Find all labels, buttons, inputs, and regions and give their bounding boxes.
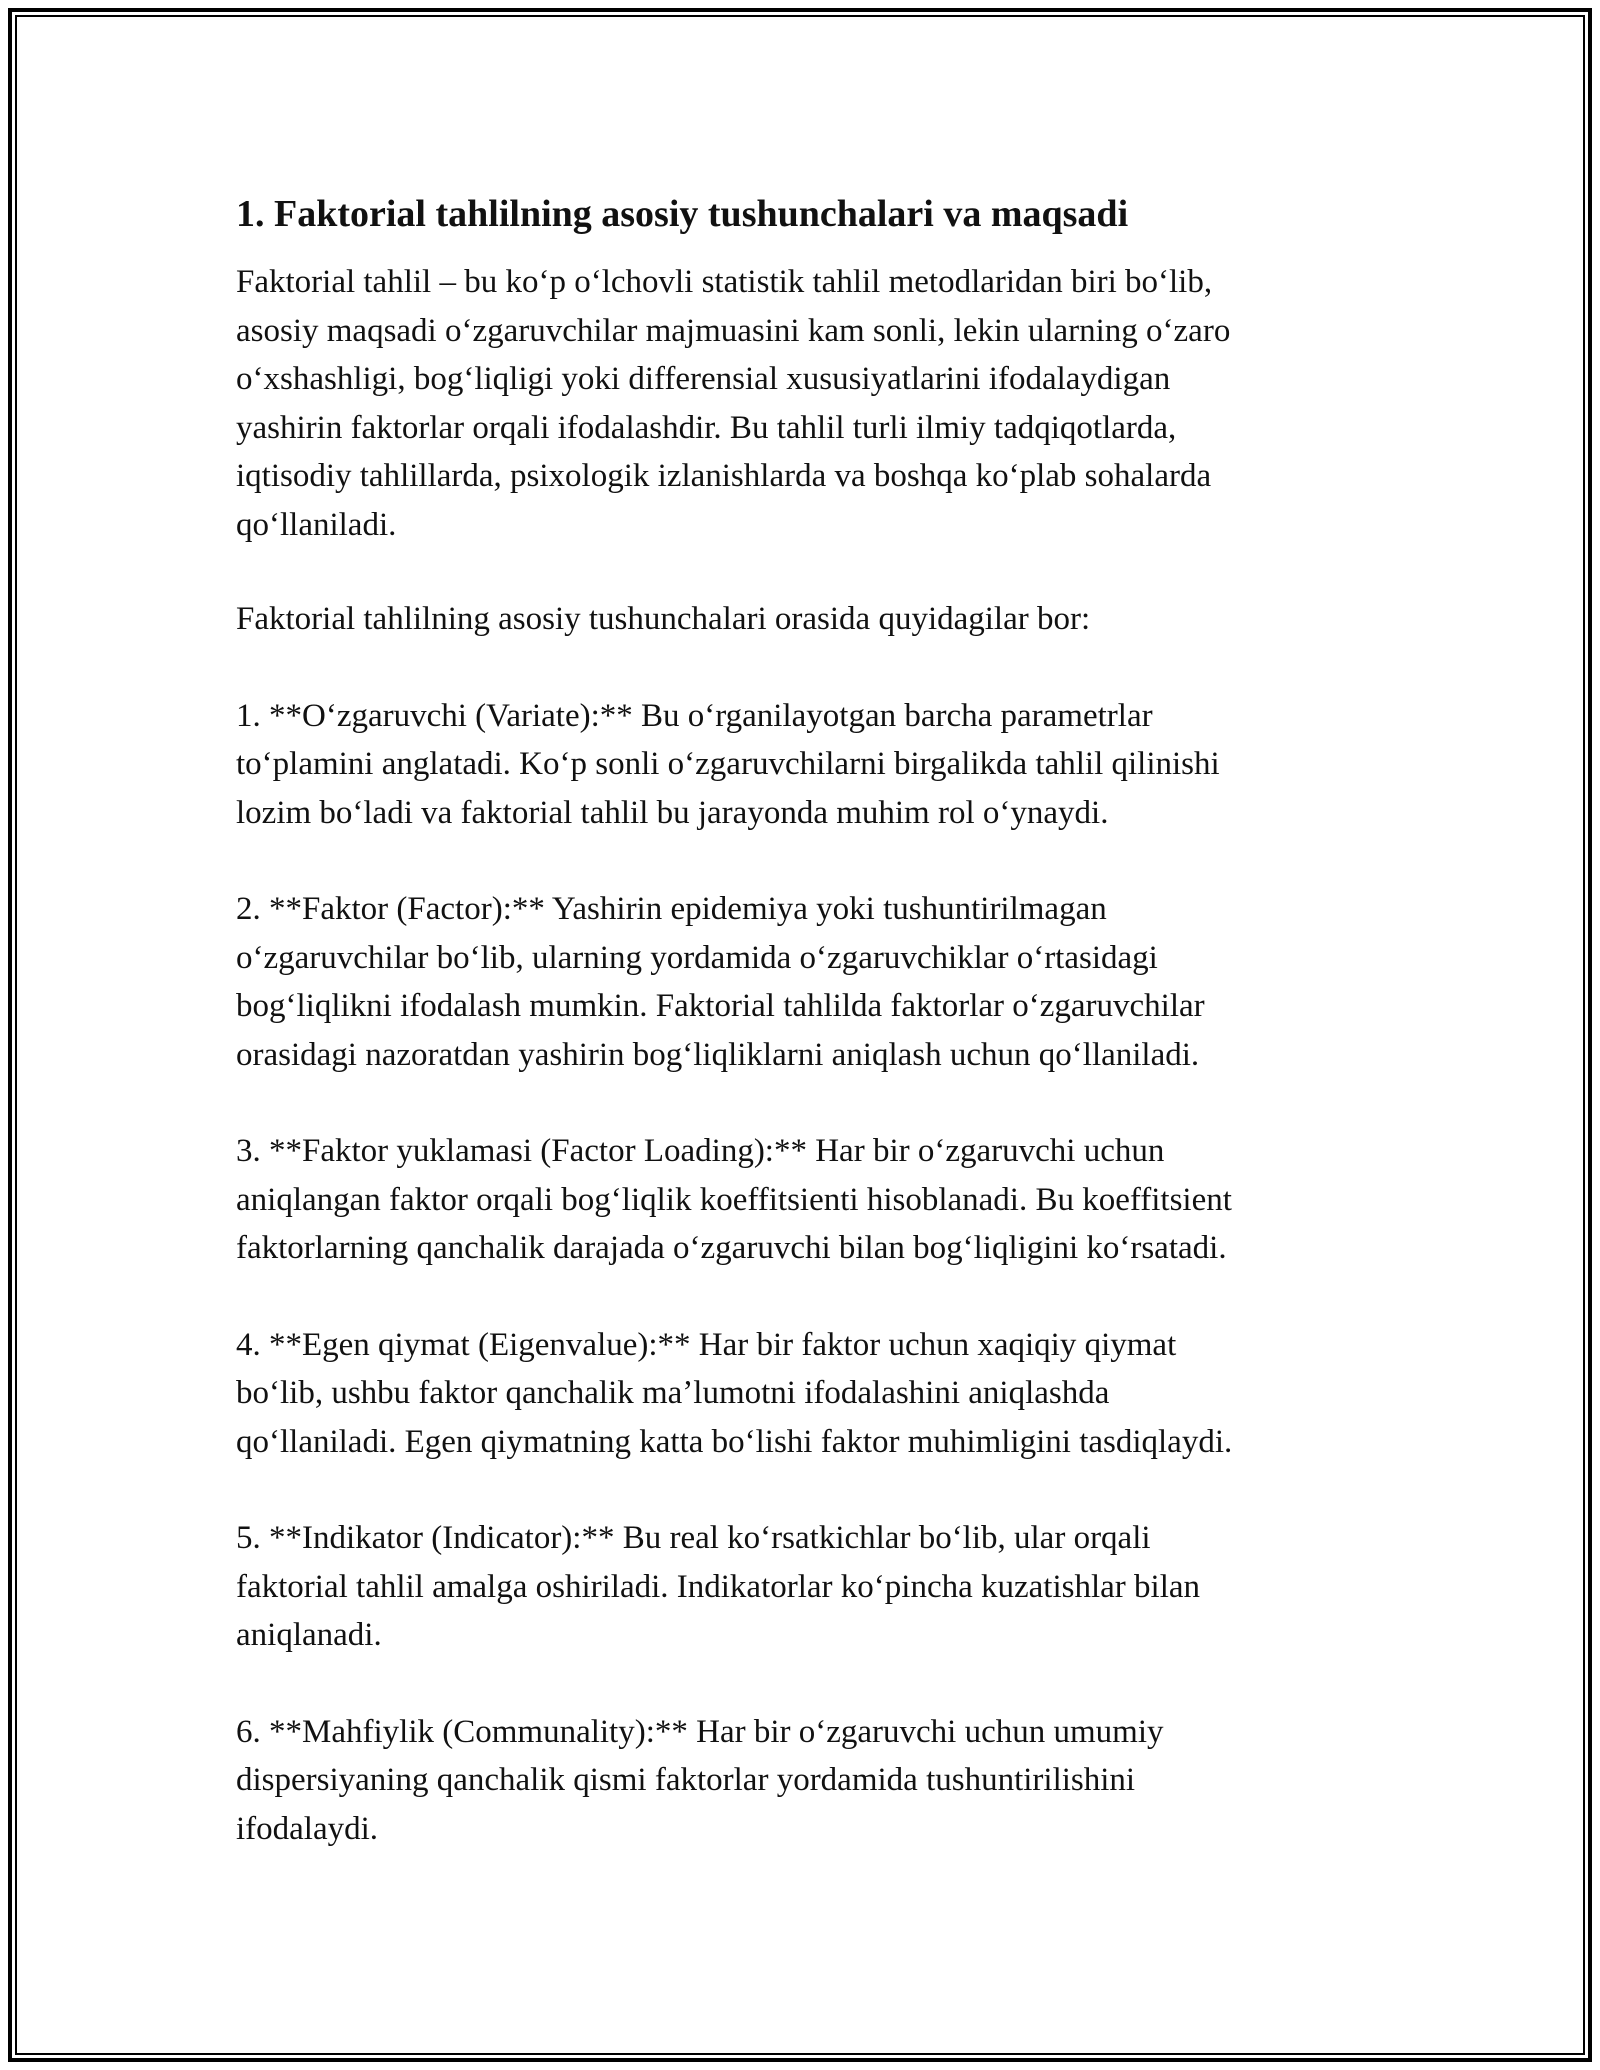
intro-line: yashirin faktorlar orqali ifodalashdir. Bu tahlil turli ilmiy tadqiqotlarda, — [236, 409, 1177, 446]
list-item-line: 3. **Faktor yuklamasi (Factor Loading):** Har bir oʻzgaruvchi uchun — [236, 1133, 1165, 1169]
list-item-line: 1. **Oʻzgaruvchi (Variate):** Bu oʻrganilayotgan barcha parametrlar — [236, 697, 1153, 734]
intro-paragraph — [236, 258, 1366, 549]
list-item-communality — [236, 1708, 1366, 1854]
list-item-line: ifodalaydi. — [236, 1810, 379, 1847]
list-item-line: faktorlarning qanchalik darajada oʻzgaruvchi bilan bogʻliqligini koʻrsatadi. — [236, 1230, 1227, 1266]
document-body — [236, 190, 1366, 1901]
intro-line: Faktorial tahlil – bu koʻp oʻlchovli statistik tahlil metodlaridan biri boʻlib, — [236, 264, 1213, 300]
lead-paragraph — [236, 595, 1366, 644]
list-item-factor — [236, 885, 1366, 1079]
list-item-line: 6. **Mahfiylik (Communality):** Har bir oʻzgaruvchi uchun umumiy — [236, 1713, 1164, 1750]
intro-line: qoʻllaniladi. — [236, 506, 397, 543]
list-item-line: boʻlib, ushbu faktor qanchalik maʼlumotni ifodalashini aniqlashda — [236, 1375, 1110, 1411]
list-item-indicator — [236, 1514, 1366, 1660]
list-item-line: 2. **Faktor (Factor):** Yashirin epidemiya yoki tushuntirilmagan — [236, 891, 1107, 927]
intro-line: asosiy maqsadi oʻzgaruvchilar majmuasini kam sonli, lekin ularning oʻzaro — [236, 312, 1231, 349]
intro-line: oʻxshashligi, bogʻliqligi yoki differensial xususiyatlarini ifodalaydigan — [236, 361, 1171, 397]
intro-line: iqtisodiy tahlillarda, psixologik izlanishlarda va boshqa koʻplab sohalarda — [236, 458, 1212, 494]
list-item-line: lozim boʻladi va faktorial tahlil bu jarayonda muhim rol oʻynaydi. — [236, 794, 1109, 831]
list-item-line: faktorial tahlil amalga oshiriladi. Indikatorlar koʻpincha kuzatishlar bilan — [236, 1568, 1201, 1605]
list-item-factor-loading — [236, 1127, 1366, 1273]
list-item-line: toʻplamini anglatadi. Koʻp sonli oʻzgaruvchilarni birgalikda tahlil qilinishi — [236, 746, 1220, 782]
list-item-line: aniqlangan faktor orqali bogʻliqlik koeffitsienti hisoblanadi. Bu koeffitsient — [236, 1181, 1232, 1218]
list-item-line: oʻzgaruvchilar boʻlib, ularning yordamida oʻzgaruvchiklar oʻrtasidagi — [236, 939, 1158, 976]
list-item-line: 4. **Egen qiymat (Eigenvalue):** Har bir faktor uchun xaqiqiy qiymat — [236, 1326, 1177, 1363]
list-item-line: bogʻliqlikni ifodalash mumkin. Faktorial tahlilda faktorlar oʻzgaruvchilar — [236, 988, 1205, 1024]
list-item-line: dispersiyaning qanchalik qismi faktorlar yordamida tushuntirilishini — [236, 1762, 1136, 1798]
list-item-eigenvalue — [236, 1321, 1366, 1467]
list-item-variate — [236, 692, 1366, 838]
lead-line: Faktorial tahlilning asosiy tushunchalari orasida quyidagilar bor: — [236, 601, 1091, 637]
list-item-line: qoʻllaniladi. Egen qiymatning katta boʻlishi faktor muhimligini tasdiqlaydi. — [236, 1423, 1233, 1460]
section-heading: 1. Faktorial tahlilning asosiy tushunchalari va maqsadi — [236, 193, 1129, 235]
list-item-line: aniqlanadi. — [236, 1617, 382, 1653]
list-item-line: 5. **Indikator (Indicator):** Bu real koʻrsatkichlar boʻlib, ular orqali — [236, 1520, 1151, 1556]
list-item-line: orasidagi nazoratdan yashirin bogʻliqliklarni aniqlash uchun qoʻllaniladi. — [236, 1036, 1200, 1073]
